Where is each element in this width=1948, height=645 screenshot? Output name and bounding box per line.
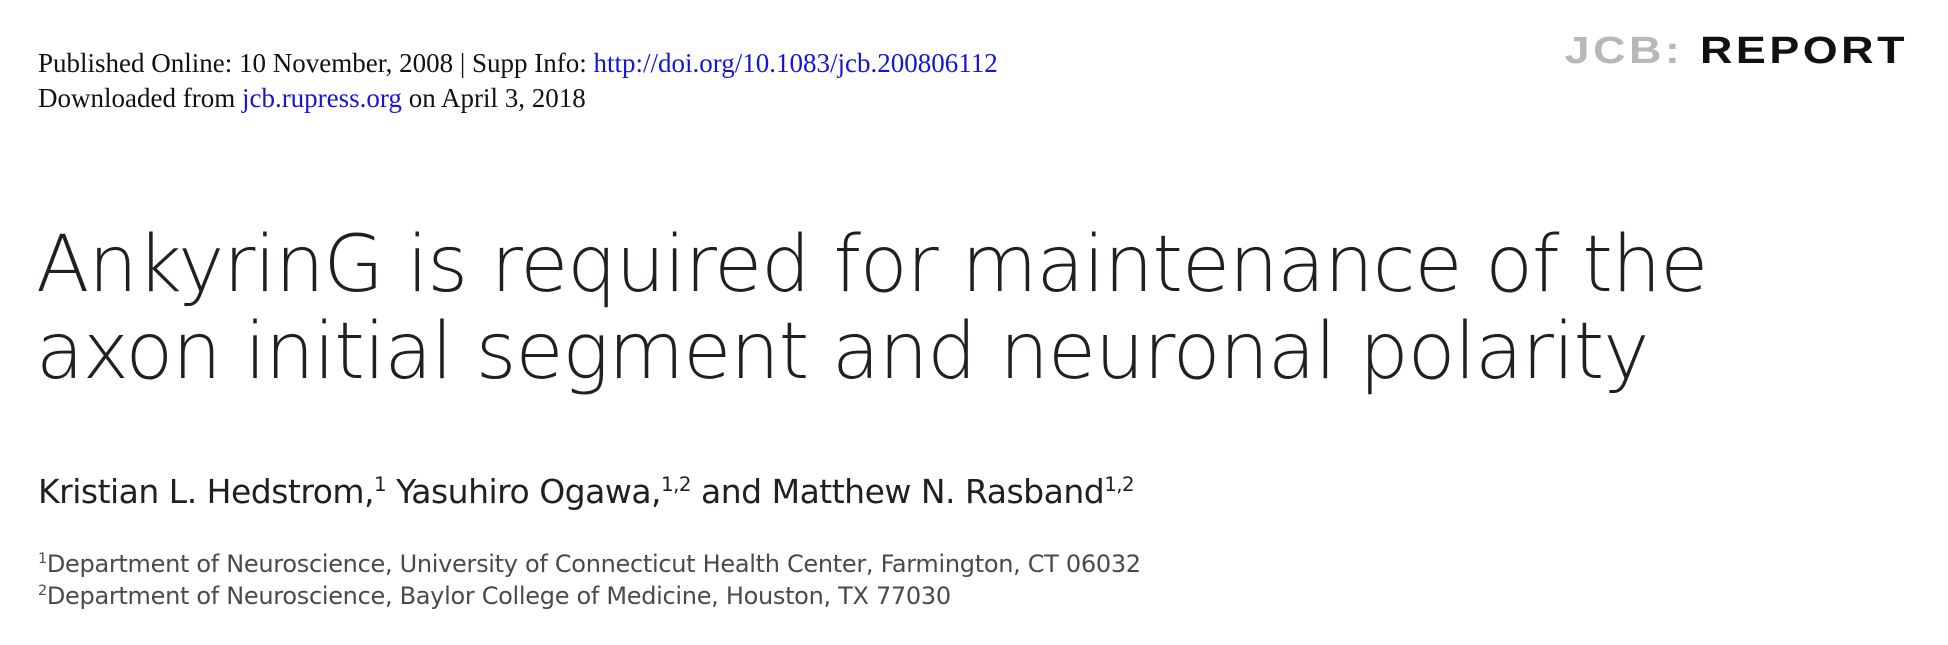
author-affiliation-marker: 1 (374, 473, 387, 496)
published-label: Published Online: 10 November, 2008 | Supp Info: (38, 48, 594, 78)
journal-name: JCB: (1564, 30, 1684, 72)
author-name: Matthew N. Rasband (771, 472, 1105, 511)
article-section: REPORT (1699, 30, 1908, 72)
author-conjunction: and (701, 472, 772, 511)
author-affiliation-marker: 1,2 (661, 473, 692, 496)
affiliation-text: Department of Neuroscience, Baylor College of Medicine, Houston, TX 77030 (46, 582, 951, 610)
affiliation-number: 2 (38, 583, 47, 599)
article-title: AnkyrinG is required for maintenance of the axon initial segment and neuronal polarity (36, 220, 1708, 397)
published-line (38, 46, 998, 81)
affiliation-list (38, 548, 1141, 612)
affiliation-number: 1 (38, 551, 47, 567)
doi-link[interactable]: http://doi.org/10.1083/jcb.200806112 (593, 48, 998, 78)
site-link[interactable]: jcb.rupress.org (241, 83, 402, 113)
publication-info (38, 46, 998, 116)
author-list (38, 472, 1134, 512)
author-name: Kristian L. Hedstrom, (38, 472, 375, 511)
author-name: Yasuhiro Ogawa, (396, 472, 662, 511)
affiliation-item (38, 548, 1141, 580)
affiliation-item (38, 580, 1141, 612)
downloaded-line (38, 81, 998, 116)
author-affiliation-marker: 1,2 (1104, 473, 1135, 496)
downloaded-prefix: Downloaded from (38, 83, 242, 113)
affiliation-text: Department of Neuroscience, University of Connecticut Health Center, Farmington, CT 06032 (46, 550, 1141, 578)
journal-brand (1565, 31, 1908, 71)
downloaded-suffix: on April 3, 2018 (401, 83, 586, 113)
